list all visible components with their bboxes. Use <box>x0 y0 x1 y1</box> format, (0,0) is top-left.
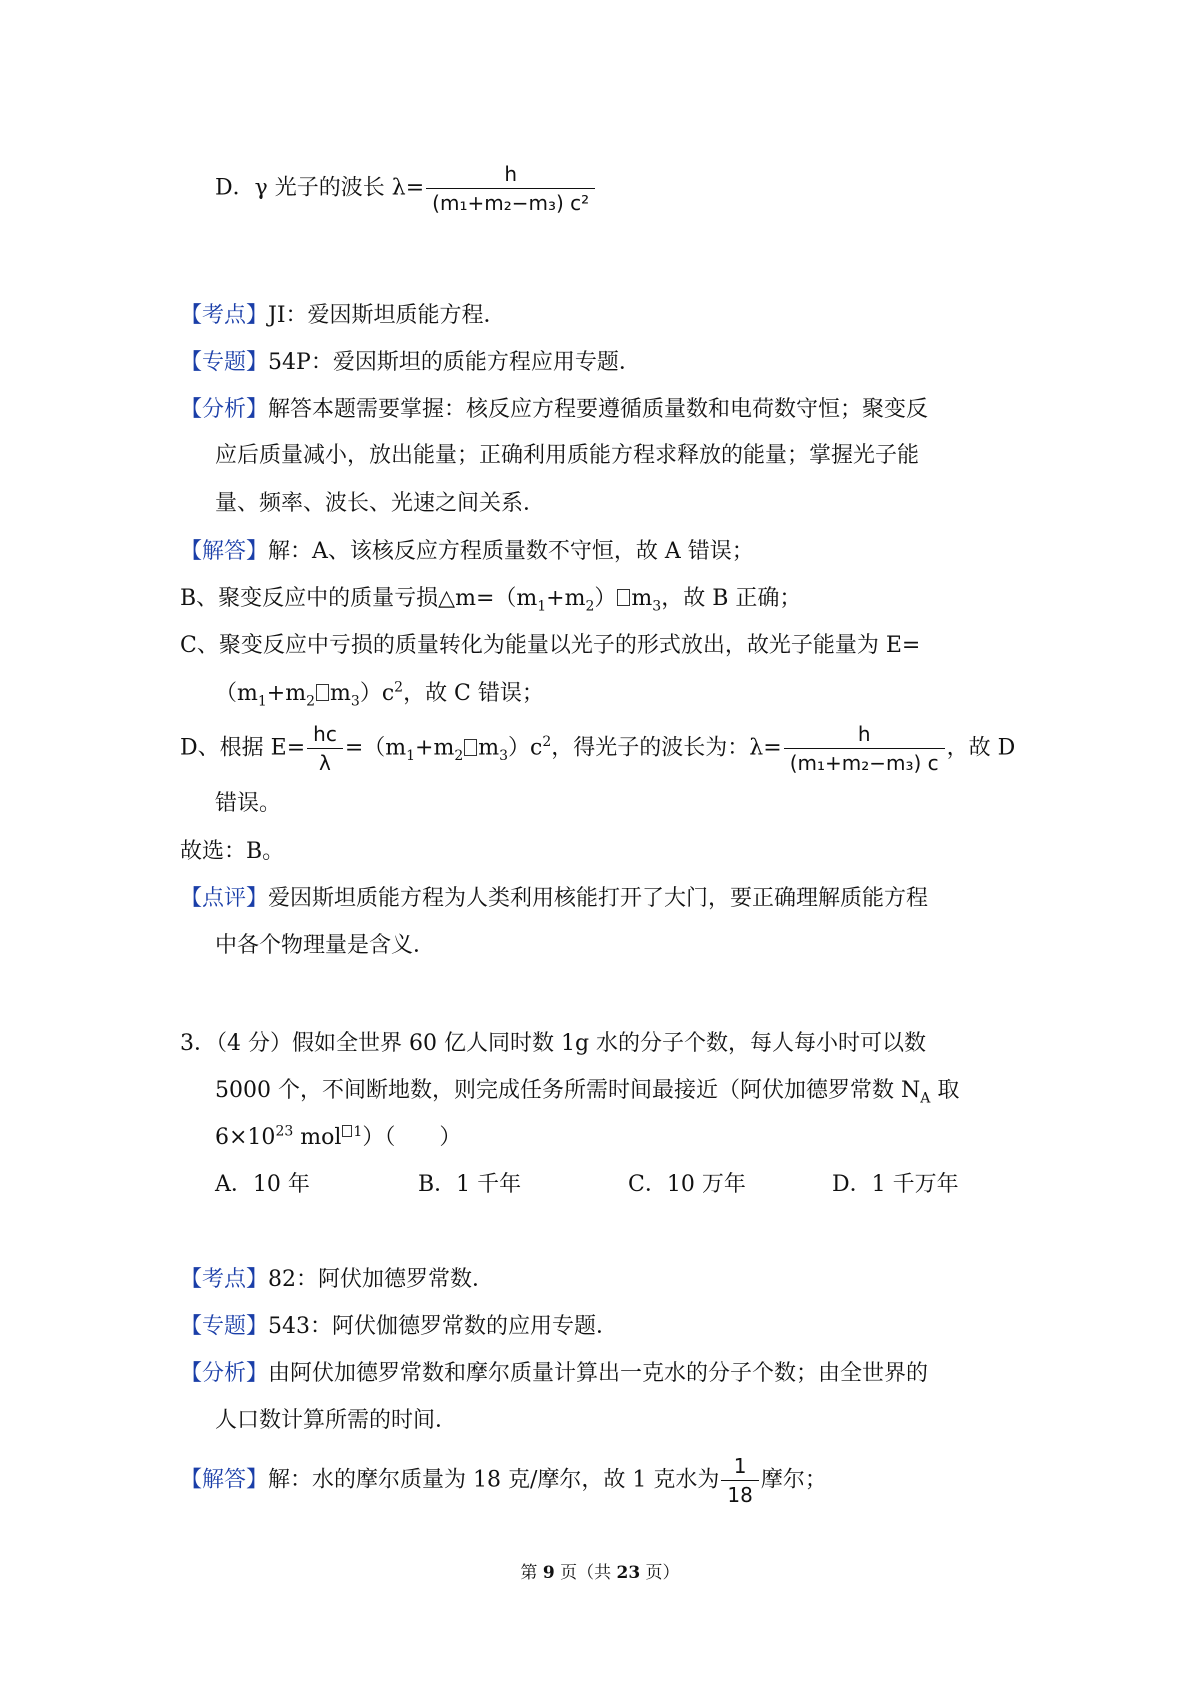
jieda-c-suffix: ，故 C 错误； <box>403 681 544 706</box>
question-number: 3． <box>180 1031 216 1056</box>
q2-jieda-c: C、聚变反应中亏损的质量转化为能量以光子的形式放出，故光子能量为 E= <box>180 633 921 658</box>
q2-dianping-line2: 中各个物理量是含义． <box>215 933 436 958</box>
q3-stem <box>180 1030 926 1058</box>
fraction-numerator: hc <box>307 722 343 749</box>
q2-jieda-c-line2: （$m_1+m_2$ $m_3)c^2$，故 C 错误； <box>215 679 544 710</box>
option-d-label: D． <box>215 175 255 201</box>
jieda-b-prefix: B、聚变反应中的质量亏损△m=（m <box>180 586 538 611</box>
q2-jieda-d-line2: 错误。 <box>215 791 282 816</box>
formula-numerator: h <box>784 722 945 749</box>
q3-stem-line2 <box>215 1077 959 1105</box>
footer-prefix: 第 <box>520 1563 543 1583</box>
q2-dianping <box>180 885 928 913</box>
stem-line: （4 分）假如全世界 60 亿人同时数 1g 水的分子个数，每人每小时可以数 <box>216 1031 927 1056</box>
stem-line: 5000 个，不间断地数，则完成任务所需时间最接近（阿伏加德罗常数 N <box>215 1078 921 1103</box>
option-d-formula <box>426 162 595 215</box>
missing-glyph-box <box>617 589 630 606</box>
one-eighteenth-fraction <box>721 1454 758 1507</box>
q3-kaodian <box>180 1266 494 1294</box>
q2-zhuanti <box>180 349 641 377</box>
q3-option-b: B．1 千年 <box>418 1172 522 1197</box>
zhuanti-tag: 【专题】 <box>180 1314 269 1339</box>
missing-glyph-box <box>464 739 477 756</box>
q3-option-a: A．10 年 <box>215 1172 310 1197</box>
dianping-tag: 【点评】 <box>180 886 269 911</box>
fraction-denominator: λ <box>319 751 331 775</box>
footer-mid: 页（共 <box>554 1563 617 1583</box>
zhuanti-text: 543：阿伏伽德罗常数的应用专题． <box>268 1314 619 1339</box>
avogadro-exponent: 23 <box>275 1123 294 1140</box>
q2-guxuan: 故选：B。 <box>180 839 285 864</box>
q2-option-d <box>215 162 597 215</box>
zhuanti-text: 54P：爱因斯坦的质能方程应用专题． <box>268 350 641 375</box>
missing-glyph-box <box>342 1125 352 1137</box>
jieda-d-mid: ，得光子的波长为：λ= <box>551 735 782 761</box>
option-d-text: γ 光子的波长 λ= <box>254 175 425 201</box>
jieda-d-suffix: ，故 D <box>946 735 1016 761</box>
q3-fenxi <box>180 1360 928 1388</box>
formula-numerator: h <box>426 162 595 189</box>
unit-exponent: 1 <box>353 1123 363 1140</box>
jieda-b-suffix: ，故 B 正确； <box>661 586 802 611</box>
jieda-tag: 【解答】 <box>180 539 269 564</box>
q3-stem-line3 <box>215 1124 461 1152</box>
avogadro-base: 6×10 <box>215 1125 276 1150</box>
jieda-tag: 【解答】 <box>180 1467 269 1493</box>
total-pages: 23 <box>616 1563 641 1583</box>
jieda-end: 摩尔； <box>760 1467 827 1493</box>
subscript-a: A <box>920 1090 931 1107</box>
fraction-denominator: 18 <box>727 1483 753 1507</box>
q2-jieda <box>180 538 754 566</box>
formula-denominator: (m₁+m₂−m₃) c² <box>432 191 590 215</box>
dianping-line: 爱因斯坦质能方程为人类利用核能打开了大门，要正确理解质能方程 <box>268 886 929 911</box>
q3-option-c: C．10 万年 <box>628 1172 746 1197</box>
formula-denominator: (m₁+m₂−m₃) c <box>789 751 939 775</box>
footer-suffix: 页） <box>640 1563 680 1583</box>
jieda-d-prefix: D、根据 E= <box>180 735 306 761</box>
q2-jieda-b: B、聚变反应中的质量亏损$\triangle m=(m_1+m_2)$ $m_3$，故 B 正确； <box>180 586 802 615</box>
kaodian-text: JI：爱因斯坦质能方程． <box>268 303 506 328</box>
fraction-numerator: 1 <box>721 1454 758 1481</box>
q2-fenxi-line3: 量、频率、波长、光速之间关系． <box>215 491 546 516</box>
fenxi-line: 解答本题需要掌握：核反应方程要遵循质量数和电荷数守恒；聚变反 <box>268 397 929 422</box>
jieda-a: 解：A、该核反应方程质量数不守恒，故 A 错误； <box>268 539 754 564</box>
zhuanti-tag: 【专题】 <box>180 350 269 375</box>
energy-fraction <box>307 722 343 775</box>
kaodian-tag: 【考点】 <box>180 1267 269 1292</box>
page-number: 9 <box>542 1563 555 1583</box>
q3-jieda <box>180 1454 827 1507</box>
avogadro-unit: mol <box>293 1125 342 1150</box>
wavelength-formula <box>784 722 945 775</box>
q2-kaodian <box>180 302 506 330</box>
answer-blank: ）（ ） <box>362 1125 462 1150</box>
jieda-text: 解：水的摩尔质量为 18 克/摩尔，故 1 克水为 <box>268 1467 720 1493</box>
kaodian-tag: 【考点】 <box>180 303 269 328</box>
page-footer <box>0 1558 1200 1583</box>
q2-fenxi <box>180 396 928 424</box>
fenxi-tag: 【分析】 <box>180 397 269 422</box>
missing-glyph-box <box>316 684 329 701</box>
fenxi-line: 由阿伏加德罗常数和摩尔质量计算出一克水的分子个数；由全世界的 <box>268 1361 929 1386</box>
fenxi-tag: 【分析】 <box>180 1361 269 1386</box>
q3-zhuanti <box>180 1313 618 1341</box>
q3-fenxi-line2: 人口数计算所需的时间． <box>215 1408 458 1433</box>
q3-option-d: D．1 千万年 <box>832 1172 959 1197</box>
kaodian-text: 82：阿伏加德罗常数． <box>268 1267 495 1292</box>
stem-line-end: 取 <box>930 1078 960 1103</box>
q2-jieda-d: D、根据 E= $\frac{hc}{\lambda}$ $=(m_1+m_2$ $m_3)c^2$，得光子的波长为：λ= $\frac{h}{\text{(m₁+m₂−m₃) c}}$ ，故 D <box>180 722 1016 775</box>
q2-fenxi-line2: 应后质量减小，放出能量；正确利用质能方程求释放的能量；掌握光子能 <box>215 443 920 468</box>
